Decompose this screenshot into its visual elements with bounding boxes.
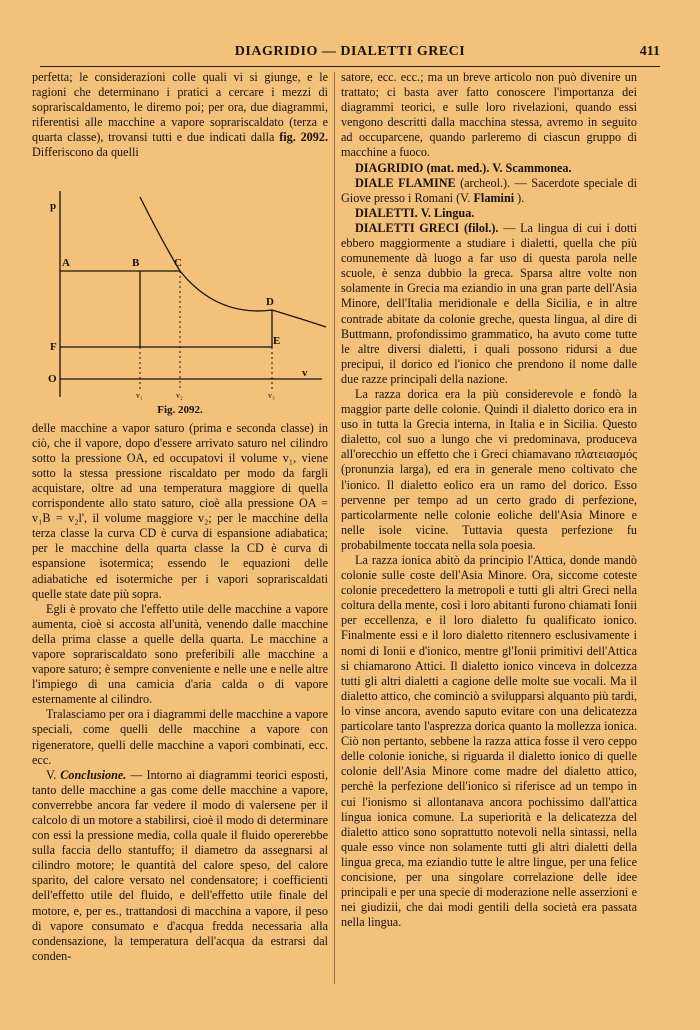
- label-b: B: [132, 256, 140, 269]
- page-header: [40, 44, 660, 67]
- paragraph: delle macchine a vapor saturo (prima e seconda classe) in ciò, che il vapore, dopo d'essere arrivato saturo nel cilindro sotto la pressione OA, ed occupatovi il volume v₁, viene sotto la stessa pressione riscaldato per modo da fargli acquistare, oltre ad una temperatura maggiore di quella corrispondente allo stato saturo, cioè alla pressione OA = v₁B = v₂l', il volume maggiore v₂; per le macchine della terza classe la curva CD è curva di espansione adiabatica; per le macchine della quarta classe la CD è curva di espansione isotermica; essendo le equazioni delle adiabatiche ed isotermiche per i vapori soprariscaldati quelle state date più sopra.: [32, 420, 328, 601]
- label-v: v: [302, 366, 308, 379]
- page-number: 411: [639, 44, 660, 59]
- label-c: C: [174, 256, 182, 269]
- paragraph: La razza ionica abitò da principio l'Attica, donde mandò colonie sulle coste dell'Asia Minore. Ora, siccome coteste colonie precedettero la metropoli e tutti gli altri Greci nella coltura della mente, così i loro abitanti furono chiamati Ionii per eccellenza, e il loro dialetto fu qualificato ionico. Finalmente essi e il loro dialetto ritennero esclusivamente i nomi di Ionii e d'ionico, mentre gl'Ionii primitivi dell'Attica si chiamarono Attici. Il dialetto ionico vinceva in dolcezza tutti gli altri dialetti a cagione delle molte sue vocali. Ma il dialetto attico, che cominciò a svilupparsi alquanto più tardi, lo vinse ancora, avendo saputo evitare con una delicatezza particolare tanto l'asprezza dorica quanto la mollezza ionica. Ciò non pertanto, sebbene la razza attica fosse il vero ceppo delle colonie ioniche, si riguarda il dialetto ionico di quelle colonie dell'Asia Minore come madre del dialetto attico, perchè la perfezione dell'ionico si riferisce ad un tempo in cui l'ionismo si allontanava ancora pochissimo dall'attica lingua ionica comune. La superiorità e la delicatezza del dialetto attico sono soprattutto notevoli nella sintassi, nella quale esso vince non solamente tutti gli altri dialetti della lingua greca, ma eziandio tutte le altre lingue, per una felice concisione, per una singolare correlazione delle idee principali e per una specie di moderazione nelle asserzioni e nei giudizii, che dai modi gentili della società era passata nella lingua.: [341, 553, 637, 930]
- entry-headword: DIALETTI GRECI (filol.).: [355, 220, 499, 235]
- entry-diale-flamine: DIALE FLAMINE (archeol.). — Sacerdote speciale di Giove presso i Romani (V. Flamini ).: [341, 175, 637, 205]
- paragraph: perfetta; le considerazioni colle quali vi si giunge, e le ragioni che determinano i pratici a cercare i mezzi di soprariscaldamento, le diremo poi; per ora, due diagrammi, riferentisi alle macchine a vapore soprariscaldato (terza e quarta classe), trovansi tutti e due indicati dalla fig. 2092. Differiscono da quelli: [32, 70, 328, 160]
- label-v1: v₁: [136, 390, 143, 400]
- paragraph: satore, ecc. ecc.; ma un breve articolo non può divenire un trattato; ci basta aver fatto conoscere l'importanza dei diagrammi teorici, e sulle loro rivelazioni, quando essi vengono descritti dalla macchina stessa, avremo in seguito ad occuparcene, quando parleremo di ciascun gruppo di macchine a fuoco.: [341, 70, 637, 160]
- figure-caption: Fig. 2092.: [157, 403, 203, 416]
- label-e: E: [273, 334, 281, 347]
- paragraph: La razza dorica era la più considerevole e fondò la maggior parte delle colonie. Quindi il dialetto dorico era in uso in tutta la Grecia interna, in Italia e in Sicilia. Questo dialetto, col suo a lungo che vi predominava, produceva all'orecchio un effetto che i Greci chiamavano πλατειασμός (pronunzia larga), ed era in generale meno coltivato che l'ionico. Il dialetto eolico era un ramo del dorico. Esso pervenne per tempo ad un certo grado di perfezione, particolarmente nelle colonie eoliche dell'Asia Minore e nelle isole vicine. Tuttavia questa perfezione fu probabilmente toccata nella sola poesia.: [341, 386, 637, 552]
- paragraph: Egli è provato che l'effetto utile delle macchine a vapore aumenta, cioè si accosta all'unità, venendo dalle macchine della prima classe a quelle della quarta. Le macchine a vapore soprariscaldato sono preferibili alle macchine a vapore saturo; è sempre conveniente e nelle une e nelle altre l'impiego di una camicia d'aria calda o di vapore esternamente al cilindro.: [32, 601, 328, 707]
- label-v3: v₃: [268, 390, 275, 400]
- running-title: DIAGRIDIO — DIALETTI GRECI: [234, 44, 466, 59]
- paragraph: V. Conclusione. — Intorno ai diagrammi teorici esposti, tanto delle macchine a gas come delle macchine a vapore, converrebbe ancora far vedere il modo di valersene per il calcolo di un motore a stabilirsi, cioè il modo di determinare con essi la pressione media, colla quale il fluido opererebbe sulla faccia dello stantuffo; il diametro da assegnarsi al cilindro motore; le quantità del calore speso, del calore sparito, del calore versato nel condensatore; i coefficienti dell'effetto utile del fluido, e dell'effetto utile finale del motore, e, per es., trattandosi di macchina a vapore, il peso di vapore consumato e d'acqua fredda necessaria alla condensazione, la temperatura dell'acqua da estrarsi dal conden-: [32, 767, 328, 963]
- entry-diagridio: DIAGRIDIO (mat. med.). V. Scammonea.: [355, 160, 572, 175]
- figure-reference: fig. 2092.: [279, 130, 328, 145]
- label-o: O: [48, 372, 57, 385]
- entry-dialetti: DIALETTI. V. Lingua.: [355, 205, 475, 220]
- figure-2092: [32, 167, 328, 419]
- column-divider: [334, 72, 335, 984]
- label-f: F: [50, 340, 57, 353]
- label-a: A: [62, 256, 70, 269]
- left-column: [32, 70, 328, 964]
- entry-headword: DIALETTI.: [355, 205, 418, 220]
- pv-diagram: [32, 167, 328, 419]
- section-heading: Conclusione.: [60, 767, 127, 782]
- label-d: D: [266, 295, 274, 308]
- entry-dialetti-greci: DIALETTI GRECI (filol.). — La lingua di cui i dotti ebbero maggiormente a studiare i dialetti, quella che più comunemente dà luogo a far uso di questa parola nelle scuole, è senza dubbio la greca. Sparsa altre volte non solamente in Grecia ma eziandio in una gran parte dell'Asia Minore, dell'Italia meridionale e della Sicilia, e in altre contrade abitate da colonie greche, questa lingua, al dire di Buttmann, profondissimo grammatico, ha avuto come tutte le altre diversi dialetti, i quali possono ridursi a due precipui, il dorico ed l'ionico che prendono il nome dalle due razze principali della nazione.: [341, 220, 637, 386]
- label-p: p: [50, 199, 57, 212]
- expansion-curve: [140, 197, 326, 327]
- entry-headword: DIAGRIDIO: [355, 160, 424, 175]
- paragraph: Tralasciamo per ora i diagrammi delle macchine a vapore speciali, come quelli delle macchine a vapore con rigeneratore, quelli delle macchine a vapori combinati, ecc. ecc.: [32, 707, 328, 767]
- label-v2: v₂: [176, 390, 183, 400]
- entry-headword: DIALE FLAMINE: [355, 175, 456, 190]
- right-column: [341, 70, 637, 930]
